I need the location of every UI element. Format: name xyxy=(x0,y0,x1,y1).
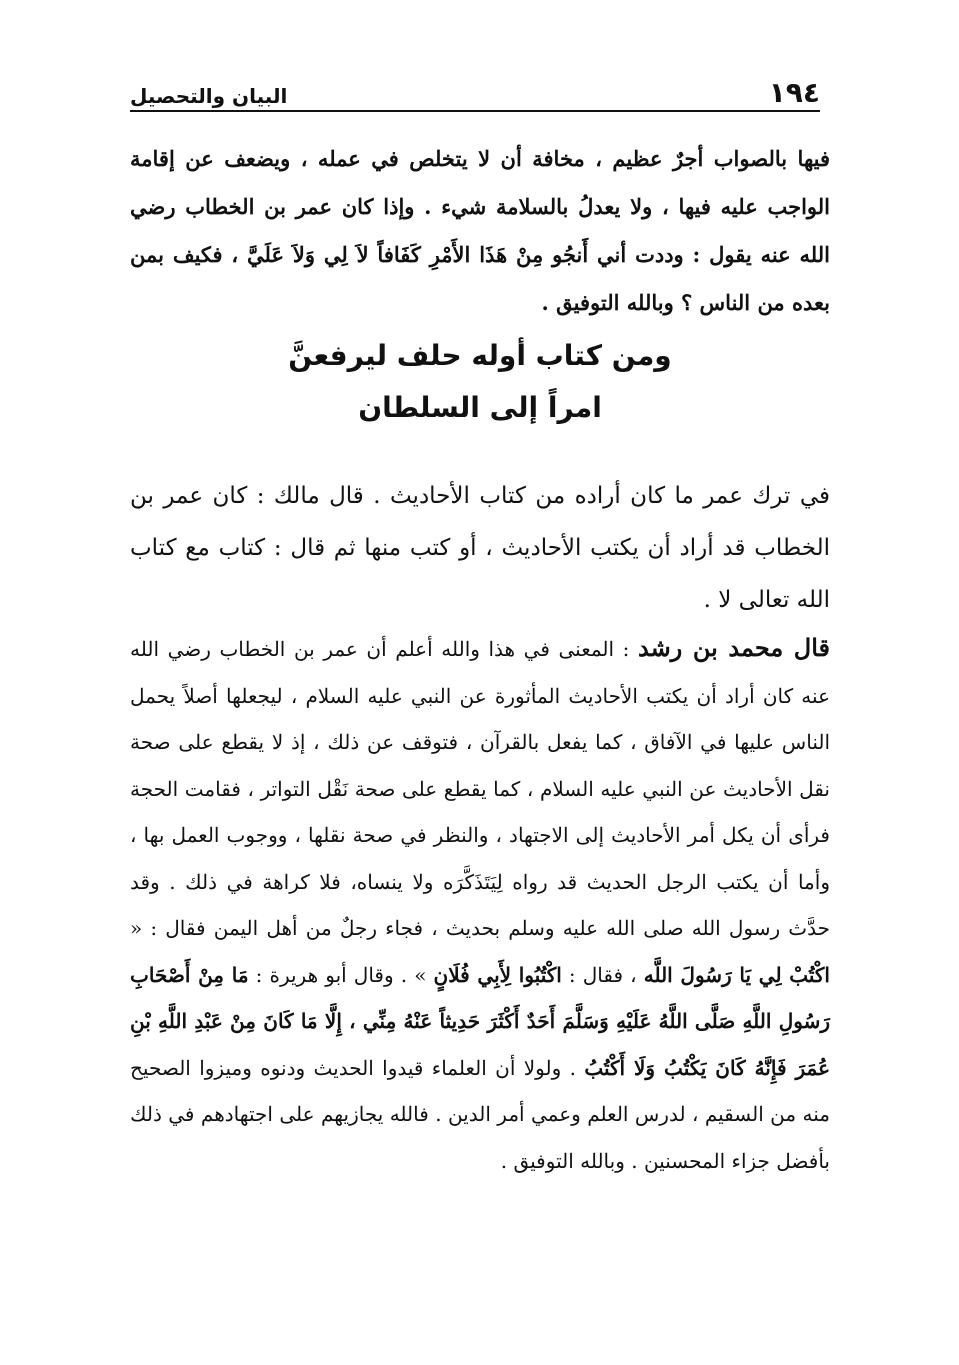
hadith-quote-3: مَا مِنْ أَصْحَابِ رَسُولِ اللَّهِ صَلَّى اللَّهُ عَلَيْهِ وَسَلَّمَ أَحَدٌ أَكْثَرَ حَدِيثاً عَنْهُ مِنِّي ، إِلَّا مَا كَانَ مِنْ عَبْدِ اللَّهِ بْنِ عُمَرَ فَإِنَّهُ كَانَ يَكْتُبُ وَلَا أَكْتُبُ xyxy=(130,962,831,1080)
header-rule xyxy=(130,110,820,112)
section-title-line-1: ومن كتاب أوله حلف ليرفعنَّ xyxy=(288,339,672,372)
section-title-line-2: امراً إلى السلطان xyxy=(358,391,602,424)
paragraph-3-text-2: ، فقال : xyxy=(561,962,644,987)
paragraph-3 xyxy=(130,625,830,1184)
section-title xyxy=(130,330,830,434)
page-header xyxy=(130,62,820,112)
paragraph-1: فيها بالصواب أجرٌ عظيم ، مخافة أن لا يتخلص في عمله ، ويضعف عن إقامة الواجب عليه فيها ، ولا يعدلُ بالسلامة شيء . وإذا كان عمر بن الخطاب رضي الله عنه يقول : وددت أني أَنجُو مِنْ هَذَا الأَمْرِ كَفَافاً لاَ لِي وَلاَ عَلَيَّ ، فكيف بمن بعده من الناس ؟ وبالله التوفيق . xyxy=(130,146,830,315)
speaker-name: قال محمد بن رشد xyxy=(637,633,830,662)
paragraph-2: في ترك عمر ما كان أراده من كتاب الأحاديث . قال مالك : كان عمر بن الخطاب قد أراد أن يكتب الأحاديث ، أو كتب منها ثم قال : كتاب مع كتاب الله تعالى لا . xyxy=(130,483,830,613)
paragraph-3-text-4: . ولولا أن العلماء قيدوا الحديث ودنوه وميزوا الصحيح منه من السقيم ، لدرس العلم وعمي أمر الدين . فالله يجازيهم على اجتهادهم في ذلك بأفضل جزاء المحسنين . وبالله التوفيق . xyxy=(130,1055,830,1173)
hadith-quote-2: اكْتُبُوا لِأَبِي فُلَانٍ xyxy=(433,962,562,987)
paragraph-3-text-1: : المعنى في هذا والله أعلم أن عمر بن الخطاب رضي الله عنه كان أراد أن يكتب الأحاديث المأثورة عن النبي عليه السلام ، ليجعلها أصلاً يحمل الناس عليها في الآفاق ، كما يفعل بالقرآن ، فتوقف عن ذلك ، إذ لا يقطع على صحة نقل الأحاديث عن النبي عليه السلام ، كما يقطع على صحة نَقْل التواتر ، فقامت الحجة فرأى أن يكل أمر الأحاديث إلى الاجتهاد ، والنظر في صحة نقلها ، ووجوب العمل بها ، وأما أن يكتب الرجل الحديث قد رواه لِيَتَذَكَّرَه ولا ينساه، فلا كراهة في ذلك . وقد حدَّث رسول الله صلى الله عليه وسلم بحديث ، فجاء رجلٌ من أهل اليمن فقال : « xyxy=(130,637,830,940)
paragraph-3-text-3: » . وقال أبو هريرة : xyxy=(248,962,434,987)
hadith-quote-1: اكْتُبْ لِي يَا رَسُولَ اللَّه xyxy=(643,962,830,987)
page-number: ١٩٤ xyxy=(768,76,820,109)
running-title: البيان والتحصيل xyxy=(130,84,288,108)
